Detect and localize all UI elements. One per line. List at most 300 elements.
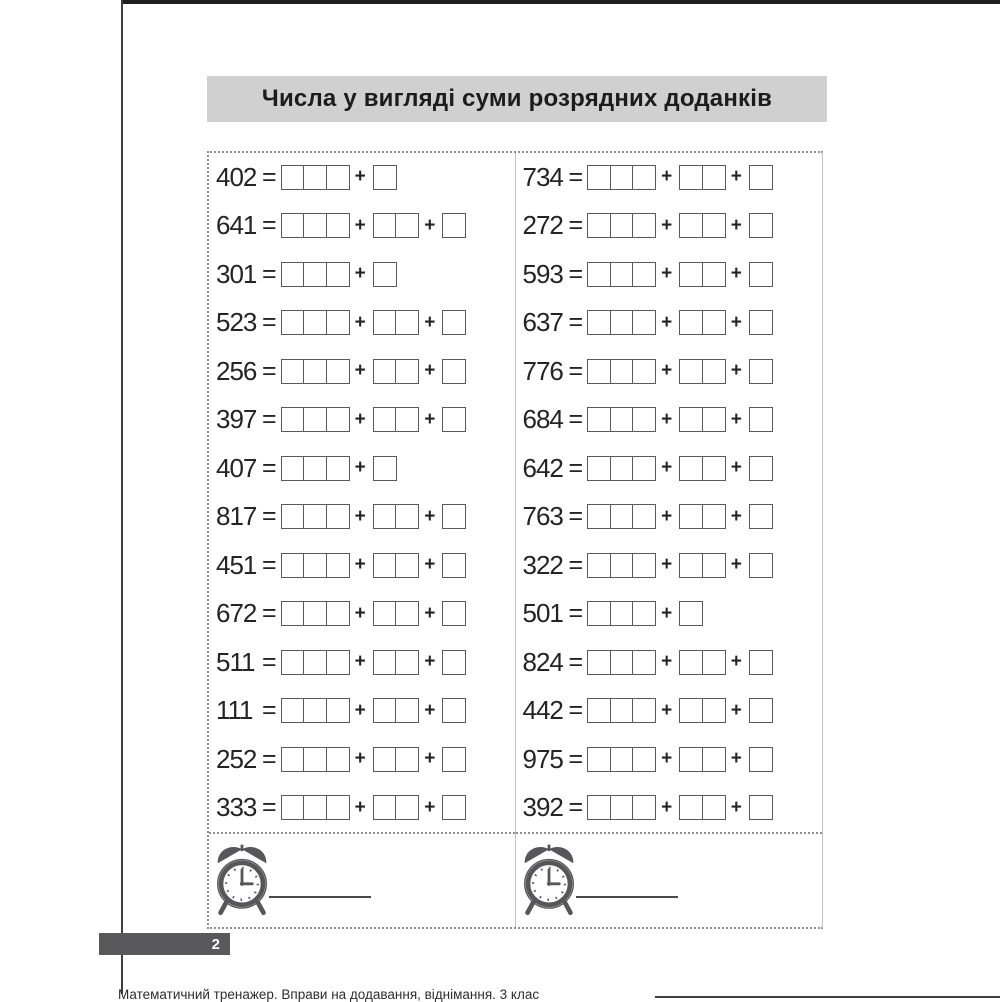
exercise-row bbox=[516, 396, 823, 445]
plus-sign: + bbox=[354, 699, 366, 721]
answer-cell bbox=[679, 747, 703, 772]
plus-sign: + bbox=[730, 311, 742, 333]
plus-sign: + bbox=[354, 602, 366, 624]
answer-box-group bbox=[373, 553, 420, 578]
answer-cell bbox=[632, 698, 656, 723]
answer-cell bbox=[326, 795, 350, 820]
plus-sign: + bbox=[730, 651, 742, 673]
plus-sign: + bbox=[661, 457, 673, 479]
equals-sign: = bbox=[262, 793, 277, 822]
answer-cell bbox=[373, 359, 397, 384]
exercise-number: 641 bbox=[216, 210, 257, 241]
answer-box-group bbox=[749, 262, 773, 287]
answer-box-group bbox=[281, 359, 350, 384]
answer-cell bbox=[373, 650, 397, 675]
answer-cell bbox=[281, 262, 305, 287]
answer-cell bbox=[679, 213, 703, 238]
exercise-number: 642 bbox=[522, 452, 563, 483]
answer-cell bbox=[679, 456, 703, 481]
equals-sign: = bbox=[262, 162, 277, 191]
plus-sign: + bbox=[354, 311, 366, 333]
answer-cell bbox=[749, 650, 773, 675]
answer-cell bbox=[442, 213, 466, 238]
answer-cell bbox=[303, 698, 327, 723]
exercise-row bbox=[516, 347, 823, 396]
equals-sign: = bbox=[568, 162, 584, 191]
plus-sign: + bbox=[730, 166, 742, 188]
plus-sign: + bbox=[424, 602, 436, 624]
answer-box-group bbox=[373, 504, 420, 529]
plus-sign: + bbox=[730, 699, 742, 721]
answer-box-group bbox=[281, 213, 350, 238]
answer-cell bbox=[610, 601, 634, 626]
answer-box-group bbox=[749, 504, 773, 529]
equals-sign: = bbox=[568, 356, 584, 385]
exercise-row bbox=[209, 541, 515, 590]
exercise-number: 407 bbox=[216, 452, 257, 483]
plus-sign: + bbox=[354, 651, 366, 673]
exercise-number: 523 bbox=[216, 307, 257, 338]
answer-box-group bbox=[587, 310, 656, 335]
answer-cell bbox=[702, 456, 726, 481]
answer-cell bbox=[373, 504, 397, 529]
exercise-row bbox=[516, 153, 823, 202]
exercise-number: 397 bbox=[216, 404, 257, 435]
answer-box-group bbox=[373, 795, 420, 820]
plus-sign: + bbox=[661, 360, 673, 382]
answer-cell bbox=[679, 310, 703, 335]
answer-cell bbox=[679, 165, 703, 190]
answer-box-group bbox=[749, 213, 773, 238]
answer-box-group bbox=[281, 407, 350, 432]
answer-cell bbox=[632, 165, 656, 190]
plus-sign: + bbox=[424, 360, 436, 382]
equals-sign: = bbox=[262, 502, 277, 531]
answer-cell bbox=[587, 359, 611, 384]
answer-cell bbox=[395, 359, 419, 384]
answer-box-group bbox=[373, 262, 397, 287]
equals-sign: = bbox=[568, 453, 584, 482]
answer-box-group bbox=[442, 504, 466, 529]
exercise-number: 637 bbox=[522, 307, 563, 338]
answer-box-group bbox=[749, 456, 773, 481]
answer-box-group bbox=[587, 795, 656, 820]
plus-sign: + bbox=[661, 311, 673, 333]
equals-sign: = bbox=[262, 744, 277, 773]
plus-sign: + bbox=[730, 408, 742, 430]
exercise-rows-left bbox=[209, 153, 515, 832]
plus-sign: + bbox=[354, 360, 366, 382]
plus-sign: + bbox=[730, 505, 742, 527]
answer-cell bbox=[610, 747, 634, 772]
equals-sign: = bbox=[262, 356, 277, 385]
plus-sign: + bbox=[424, 651, 436, 673]
answer-cell bbox=[679, 504, 703, 529]
plus-sign: + bbox=[354, 263, 366, 285]
answer-cell bbox=[610, 456, 634, 481]
answer-box-group bbox=[281, 698, 350, 723]
equals-sign: = bbox=[262, 211, 277, 240]
answer-cell bbox=[702, 698, 726, 723]
answer-box-group bbox=[442, 747, 466, 772]
answer-box-group bbox=[442, 795, 466, 820]
exercise-row bbox=[209, 687, 515, 736]
footer-caption: Математичний тренажер. Вправи на додавання, віднімання. 3 клас bbox=[118, 987, 540, 1002]
answer-cell bbox=[587, 213, 611, 238]
answer-cell bbox=[281, 359, 305, 384]
footer-rule bbox=[655, 996, 1000, 998]
exercise-row bbox=[209, 299, 515, 348]
answer-box-group bbox=[373, 650, 420, 675]
answer-box-group bbox=[587, 698, 656, 723]
answer-cell bbox=[373, 165, 397, 190]
equals-sign: = bbox=[568, 793, 584, 822]
answer-cell bbox=[632, 359, 656, 384]
answer-cell bbox=[373, 213, 397, 238]
exercise-number: 511 bbox=[216, 646, 255, 677]
answer-cell bbox=[442, 407, 466, 432]
answer-cell bbox=[632, 456, 656, 481]
exercise-number: 776 bbox=[522, 355, 563, 386]
answer-cell bbox=[326, 213, 350, 238]
answer-box-group bbox=[749, 553, 773, 578]
answer-cell bbox=[281, 504, 305, 529]
exercise-row bbox=[516, 590, 823, 639]
answer-box-group bbox=[587, 601, 656, 626]
answer-cell bbox=[679, 601, 703, 626]
exercise-number: 301 bbox=[216, 258, 257, 289]
answer-cell bbox=[395, 504, 419, 529]
answer-cell bbox=[326, 165, 350, 190]
answer-cell bbox=[610, 310, 634, 335]
answer-cell bbox=[326, 650, 350, 675]
answer-cell bbox=[326, 504, 350, 529]
answer-box-group bbox=[442, 310, 466, 335]
exercise-rows-right bbox=[516, 153, 823, 832]
exercise-number: 763 bbox=[522, 501, 563, 532]
equals-sign: = bbox=[262, 647, 277, 676]
answer-cell bbox=[281, 407, 305, 432]
answer-box-group bbox=[587, 165, 656, 190]
exercise-row bbox=[516, 250, 823, 299]
equals-sign: = bbox=[568, 502, 584, 531]
answer-cell bbox=[610, 795, 634, 820]
answer-cell bbox=[610, 262, 634, 287]
answer-box-group bbox=[281, 553, 350, 578]
exercise-row bbox=[209, 347, 515, 396]
answer-cell bbox=[749, 262, 773, 287]
answer-cell bbox=[702, 650, 726, 675]
clock-section-right bbox=[516, 832, 823, 927]
plus-sign: + bbox=[730, 796, 742, 818]
answer-cell bbox=[442, 747, 466, 772]
answer-box-group bbox=[442, 407, 466, 432]
time-answer-line bbox=[269, 896, 371, 898]
answer-cell bbox=[702, 504, 726, 529]
answer-cell bbox=[679, 359, 703, 384]
answer-cell bbox=[632, 747, 656, 772]
answer-cell bbox=[373, 698, 397, 723]
equals-sign: = bbox=[568, 744, 584, 773]
answer-box-group bbox=[587, 553, 656, 578]
plus-sign: + bbox=[424, 408, 436, 430]
answer-cell bbox=[326, 407, 350, 432]
exercise-row bbox=[209, 202, 515, 251]
answer-cell bbox=[373, 553, 397, 578]
answer-box-group bbox=[281, 747, 350, 772]
answer-cell bbox=[610, 553, 634, 578]
equals-sign: = bbox=[262, 453, 277, 482]
exercise-row bbox=[209, 493, 515, 542]
answer-cell bbox=[281, 747, 305, 772]
equals-sign: = bbox=[262, 696, 277, 725]
answer-cell bbox=[395, 553, 419, 578]
page-number: 2 bbox=[211, 935, 220, 953]
answer-cell bbox=[373, 795, 397, 820]
plus-sign: + bbox=[661, 651, 673, 673]
answer-box-group bbox=[281, 165, 350, 190]
answer-cell bbox=[373, 407, 397, 432]
answer-box-group bbox=[679, 553, 726, 578]
answer-box-group bbox=[679, 310, 726, 335]
answer-cell bbox=[303, 795, 327, 820]
answer-cell bbox=[587, 747, 611, 772]
exercise-row bbox=[516, 541, 823, 590]
answer-box-group bbox=[587, 407, 656, 432]
answer-cell bbox=[632, 553, 656, 578]
answer-box-group bbox=[281, 504, 350, 529]
exercise-row bbox=[209, 396, 515, 445]
answer-box-group bbox=[749, 359, 773, 384]
answer-box-group bbox=[749, 747, 773, 772]
worksheet-title-bar bbox=[207, 76, 827, 122]
plus-sign: + bbox=[424, 796, 436, 818]
answer-cell bbox=[373, 456, 397, 481]
exercise-row bbox=[209, 638, 515, 687]
answer-cell bbox=[749, 407, 773, 432]
exercise-number: 684 bbox=[522, 404, 563, 435]
exercise-row bbox=[516, 202, 823, 251]
answer-box-group bbox=[442, 601, 466, 626]
answer-cell bbox=[587, 262, 611, 287]
exercise-row bbox=[209, 153, 515, 202]
equals-sign: = bbox=[568, 405, 584, 434]
answer-box-group bbox=[373, 747, 420, 772]
answer-cell bbox=[749, 504, 773, 529]
exercise-number: 442 bbox=[522, 695, 563, 726]
plus-sign: + bbox=[424, 748, 436, 770]
answer-cell bbox=[442, 359, 466, 384]
plus-sign: + bbox=[730, 554, 742, 576]
plus-sign: + bbox=[730, 214, 742, 236]
exercise-number: 451 bbox=[216, 549, 257, 580]
alarm-clock-icon bbox=[521, 842, 577, 920]
plus-sign: + bbox=[354, 457, 366, 479]
plus-sign: + bbox=[354, 796, 366, 818]
exercise-number: 402 bbox=[216, 161, 257, 192]
answer-cell bbox=[587, 165, 611, 190]
answer-cell bbox=[749, 698, 773, 723]
answer-cell bbox=[679, 407, 703, 432]
answer-box-group bbox=[281, 601, 350, 626]
exercise-number: 975 bbox=[522, 743, 563, 774]
exercise-row bbox=[209, 444, 515, 493]
answer-box-group bbox=[679, 165, 726, 190]
plus-sign: + bbox=[661, 699, 673, 721]
equals-sign: = bbox=[568, 599, 584, 628]
answer-cell bbox=[587, 310, 611, 335]
answer-box-group bbox=[587, 262, 656, 287]
answer-cell bbox=[702, 165, 726, 190]
equals-sign: = bbox=[262, 308, 277, 337]
answer-box-group bbox=[587, 504, 656, 529]
answer-cell bbox=[395, 407, 419, 432]
answer-cell bbox=[702, 553, 726, 578]
answer-cell bbox=[281, 553, 305, 578]
exercise-number: 111 bbox=[216, 695, 253, 726]
answer-cell bbox=[303, 359, 327, 384]
answer-cell bbox=[303, 601, 327, 626]
alarm-clock-icon bbox=[214, 842, 270, 920]
plus-sign: + bbox=[354, 408, 366, 430]
answer-cell bbox=[442, 795, 466, 820]
plus-sign: + bbox=[661, 602, 673, 624]
plus-sign: + bbox=[354, 166, 366, 188]
plus-sign: + bbox=[424, 214, 436, 236]
plus-sign: + bbox=[661, 166, 673, 188]
plus-sign: + bbox=[354, 214, 366, 236]
answer-cell bbox=[610, 213, 634, 238]
answer-box-group bbox=[373, 456, 397, 481]
plus-sign: + bbox=[661, 748, 673, 770]
answer-box-group bbox=[587, 213, 656, 238]
answer-cell bbox=[303, 262, 327, 287]
answer-cell bbox=[587, 504, 611, 529]
answer-cell bbox=[587, 456, 611, 481]
exercise-number: 322 bbox=[522, 549, 563, 580]
clock-section-left bbox=[209, 832, 515, 927]
plus-sign: + bbox=[424, 554, 436, 576]
answer-cell bbox=[749, 310, 773, 335]
plus-sign: + bbox=[730, 457, 742, 479]
answer-cell bbox=[442, 698, 466, 723]
answer-cell bbox=[303, 407, 327, 432]
answer-cell bbox=[702, 747, 726, 772]
answer-cell bbox=[442, 601, 466, 626]
exercise-row bbox=[209, 590, 515, 639]
exercise-area bbox=[207, 151, 823, 929]
answer-cell bbox=[395, 310, 419, 335]
answer-cell bbox=[749, 165, 773, 190]
plus-sign: + bbox=[730, 360, 742, 382]
answer-cell bbox=[395, 601, 419, 626]
exercise-number: 252 bbox=[216, 743, 257, 774]
exercise-row bbox=[516, 687, 823, 736]
answer-box-group bbox=[679, 262, 726, 287]
answer-cell bbox=[632, 504, 656, 529]
plus-sign: + bbox=[354, 554, 366, 576]
equals-sign: = bbox=[568, 550, 584, 579]
equals-sign: = bbox=[262, 259, 277, 288]
answer-cell bbox=[281, 650, 305, 675]
answer-cell bbox=[326, 359, 350, 384]
equals-sign: = bbox=[568, 259, 584, 288]
answer-box-group bbox=[281, 650, 350, 675]
answer-box-group bbox=[679, 407, 726, 432]
answer-cell bbox=[303, 310, 327, 335]
answer-cell bbox=[587, 698, 611, 723]
answer-cell bbox=[679, 262, 703, 287]
answer-box-group bbox=[679, 747, 726, 772]
answer-box-group bbox=[442, 650, 466, 675]
answer-box-group bbox=[373, 165, 397, 190]
plus-sign: + bbox=[354, 505, 366, 527]
exercise-row bbox=[209, 784, 515, 833]
exercise-number: 824 bbox=[522, 646, 563, 677]
exercise-row bbox=[516, 784, 823, 833]
exercise-number: 333 bbox=[216, 792, 257, 823]
answer-box-group bbox=[442, 698, 466, 723]
time-answer-line bbox=[576, 896, 678, 898]
exercise-number: 817 bbox=[216, 501, 257, 532]
answer-box-group bbox=[373, 601, 420, 626]
answer-cell bbox=[303, 650, 327, 675]
plus-sign: + bbox=[661, 554, 673, 576]
answer-box-group bbox=[587, 359, 656, 384]
answer-cell bbox=[303, 553, 327, 578]
equals-sign: = bbox=[568, 696, 584, 725]
answer-cell bbox=[632, 650, 656, 675]
answer-cell bbox=[281, 213, 305, 238]
answer-cell bbox=[702, 407, 726, 432]
plus-sign: + bbox=[661, 796, 673, 818]
worksheet-title: Числа у вигляді суми розрядних доданків bbox=[261, 85, 773, 112]
answer-cell bbox=[395, 650, 419, 675]
answer-cell bbox=[702, 795, 726, 820]
answer-box-group bbox=[373, 407, 420, 432]
answer-cell bbox=[632, 407, 656, 432]
answer-box-group bbox=[373, 698, 420, 723]
answer-cell bbox=[303, 747, 327, 772]
exercise-row bbox=[209, 250, 515, 299]
answer-box-group bbox=[587, 456, 656, 481]
answer-box-group bbox=[281, 262, 350, 287]
answer-cell bbox=[326, 262, 350, 287]
answer-cell bbox=[702, 213, 726, 238]
answer-cell bbox=[610, 698, 634, 723]
answer-cell bbox=[303, 213, 327, 238]
answer-box-group bbox=[749, 698, 773, 723]
answer-cell bbox=[442, 553, 466, 578]
answer-cell bbox=[326, 747, 350, 772]
exercise-number: 672 bbox=[216, 598, 257, 629]
exercise-row bbox=[516, 444, 823, 493]
answer-cell bbox=[749, 795, 773, 820]
answer-cell bbox=[442, 650, 466, 675]
exercise-number: 392 bbox=[522, 792, 563, 823]
answer-cell bbox=[679, 795, 703, 820]
plus-sign: + bbox=[424, 505, 436, 527]
equals-sign: = bbox=[262, 599, 277, 628]
answer-cell bbox=[587, 650, 611, 675]
answer-cell bbox=[587, 601, 611, 626]
answer-box-group bbox=[749, 650, 773, 675]
plus-sign: + bbox=[661, 505, 673, 527]
equals-sign: = bbox=[568, 308, 584, 337]
equals-sign: = bbox=[262, 550, 277, 579]
answer-cell bbox=[679, 553, 703, 578]
answer-cell bbox=[442, 504, 466, 529]
